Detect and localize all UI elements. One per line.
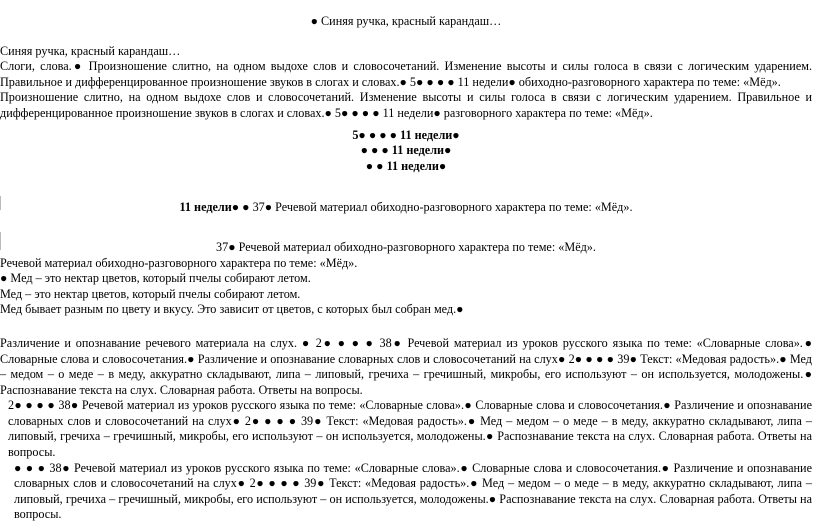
week-speech-line: 11 недели● ● 37● Речевой материал обиходно-разговорного характера по теме: «Мёд». [179, 200, 633, 215]
block-lesson-38-repeat: ● ● ● 38● Речевой материал из уроков русского языка по теме: «Словарные слова».● Словарные слова и словосочетания.● Различение и опознавание словарных слов и словосочетаний на слух● 2● ● ● ● 39● Текст: «Медовая радость».● Мед – медом – о меде – в меду, аккуратно складывают, липа – липовый, гречиха – гречишный, микробы, его используют – он используется, молодожены.● Распознавание текста на слух. Словарная работа. Ответы на вопросы. [14, 460, 812, 522]
subheading: Синяя ручка, красный карандаш… [0, 43, 181, 58]
honey-line-1: ● Мед – это нектар цветов, который пчелы собирают летом. [0, 271, 311, 286]
block-lesson-38: 2● ● ● ● 38● Речевой материал из уроков русского языка по теме: «Словарные слова».● Словарные слова и словосочетания.● Различение и опознавание словарных слов и словосочетаний на слух● 2● ● ● ● 39● Текст: «Медовая радость».● Мед – медом – о меде – в меду, аккуратно складывают, липа – липовый, гречиха – гречишный, микробы, его используют – он используется, молодожены.● Распознавание текста на слух. Словарная работа. Ответы на вопросы. [8, 398, 812, 460]
speech-material-37: 37● Речевой материал обиходно-разговорного характера по теме: «Мёд». [216, 239, 596, 254]
document-heading: ● Синяя ручка, красный карандаш… [310, 14, 502, 28]
week-line-2: ● ● ● 11 недели● [360, 143, 452, 158]
week-line-3: ● ● 11 недели● [365, 158, 447, 173]
speech-material-line: Речевой материал обиходно-разговорного характера по теме: «Мёд». [0, 255, 358, 270]
paragraph-pronunciation: Произношение слитно, на одном выдохе слов и словосочетаний. Изменение высоты и силы голоса в связи с логическим ударением. Правильное и дифференцированное произношение звуков в слогах и словах.● 5● ● ● ● 11 недели● разговорного характера по теме: «Мёд». [0, 90, 812, 120]
week-line-1: 5● ● ● ● 11 недели● [352, 127, 460, 142]
honey-line-3: Мед бывает разным по цвету и вкусу. Это зависит от цветов, с которых был собран мед.● [0, 302, 464, 317]
block-recognition: Различение и опознавание речевого материала на слух. ● 2● ● ● ● 38● Речевой материал из уроков русского языка по теме: «Словарные слова».● Словарные слова и словосочетания.● Различение и опознавание словарных слов и словосочетаний на слух● 2● ● ● ● 39● Текст: «Медовая радость».● Мед – медом – о меде – в меду, аккуратно складывают, липа – липовый, гречиха – гречишный, микробы, его используют – он используется, молодожены.● Распознавание текста на слух. Словарная работа. Ответы на вопросы. [0, 335, 812, 397]
honey-line-2: Мед – это нектар цветов, который пчелы собирают летом. [0, 286, 301, 301]
paragraph-syllables: Слоги, слова.● Произношение слитно, на одном выдохе слов и словосочетаний. Изменение высоты и силы голоса в связи с логическим ударением. Правильное и дифференцированное произношение звуков в слогах и словах.● 5● ● ● ● 11 недели● обиходно-разговорного характера по теме: «Мёд». [0, 59, 812, 89]
document-body [0, 14, 812, 523]
